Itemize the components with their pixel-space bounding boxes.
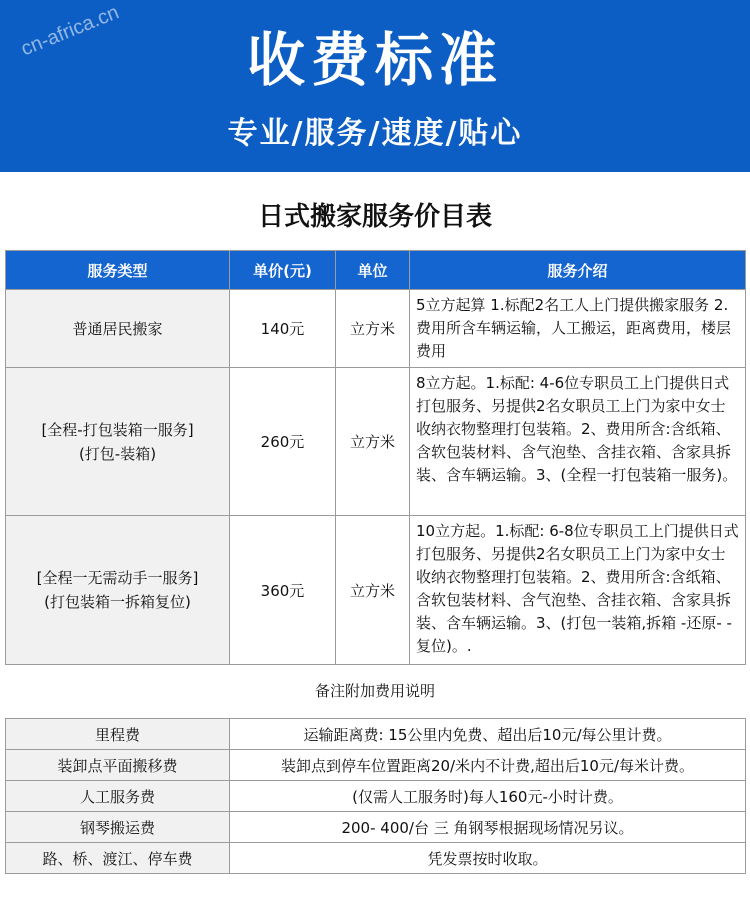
unit-cell: 立方米 [336, 290, 410, 368]
price-table-title: 日式搬家服务价目表 [257, 202, 492, 232]
fee-detail-cell: 200- 400/台 三 角钢琴根据现场情况另议。 [230, 812, 746, 843]
table-header-row [6, 251, 746, 290]
fee-detail-cell: 凭发票按时收取。 [230, 843, 746, 874]
header-banner [0, 0, 750, 172]
unit-cell: 立方米 [336, 516, 410, 665]
table-row [6, 290, 746, 368]
table-row [6, 516, 746, 665]
price-cell: 260元 [230, 368, 336, 516]
banner-subtitle: 专业/服务/速度/贴心 [227, 116, 523, 151]
table-row [6, 368, 746, 516]
service-type-line: (打包装箱一拆箱复位) [44, 593, 191, 611]
table-row [6, 843, 746, 874]
service-type-cell [6, 516, 230, 665]
service-type-line: [全程一无需动手一服务] [36, 569, 199, 587]
fee-name-cell: 装卸点平面搬移费 [6, 750, 230, 781]
header-unit-price: 单价(元) [230, 251, 336, 290]
fee-name-cell: 里程费 [6, 719, 230, 750]
fee-name-cell: 路、桥、渡江、停车费 [6, 843, 230, 874]
price-cell: 360元 [230, 516, 336, 665]
table-row [6, 781, 746, 812]
service-type-cell [6, 290, 230, 368]
header-description: 服务介绍 [410, 251, 746, 290]
description-cell: 10立方起。1.标配: 6-8位专职员工上门提供日式打包服务、另提供2名女职员工上门为家中女士收纳衣物整理打包装箱。2、费用所含:含纸箱、含软包装材料、含气泡垫、含挂衣箱、含家具拆装、含车辆运输。3、(打包一装箱,拆箱 -还原- -复位)。. [410, 516, 746, 665]
description-cell: 8立方起。1.标配: 4-6位专职员工上门提供日式打包服务、另提供2名女职员工上门为家中女士收纳衣物整理打包装箱。2、费用所含:含纸箱、含软包装材料、含气泡垫、含挂衣箱、含家具拆装、含车辆运输。3、(全程一打包装箱一服务)。 [410, 368, 746, 516]
extra-fees-note: 备注附加费用说明 [314, 682, 435, 700]
fee-name-cell: 人工服务费 [6, 781, 230, 812]
watermark: cn-africa.cn [18, 1, 123, 61]
service-type-line: [全程-打包装箱一服务] [41, 420, 194, 439]
description-cell: 5立方起算 1.标配2名工人上门提供搬家服务 2.费用所含车辆运输，人工搬运，距离费用，楼层费用 [410, 290, 746, 368]
service-type-line: (打包-装箱) [78, 444, 157, 463]
fee-name-cell: 钢琴搬运费 [6, 812, 230, 843]
unit-cell: 立方米 [336, 368, 410, 516]
table-row [6, 750, 746, 781]
fee-detail-cell: (仅需人工服务时)每人160元-小时计费。 [230, 781, 746, 812]
fee-detail-cell: 运输距离费: 15公里内免费、超出后10元/每公里计费。 [230, 719, 746, 750]
extra-fees-table [5, 718, 746, 874]
table-row [6, 719, 746, 750]
service-type-cell [6, 368, 230, 516]
table-row [6, 812, 746, 843]
header-unit: 单位 [336, 251, 410, 290]
service-type-line: 普通居民搬家 [72, 320, 163, 338]
price-cell: 140元 [230, 290, 336, 368]
fee-detail-cell: 装卸点到停车位置距离20/米内不计费,超出后10元/每米计费。 [230, 750, 746, 781]
banner-title: 收费标准 [246, 26, 503, 94]
price-table [5, 250, 746, 665]
header-service-type: 服务类型 [6, 251, 230, 290]
